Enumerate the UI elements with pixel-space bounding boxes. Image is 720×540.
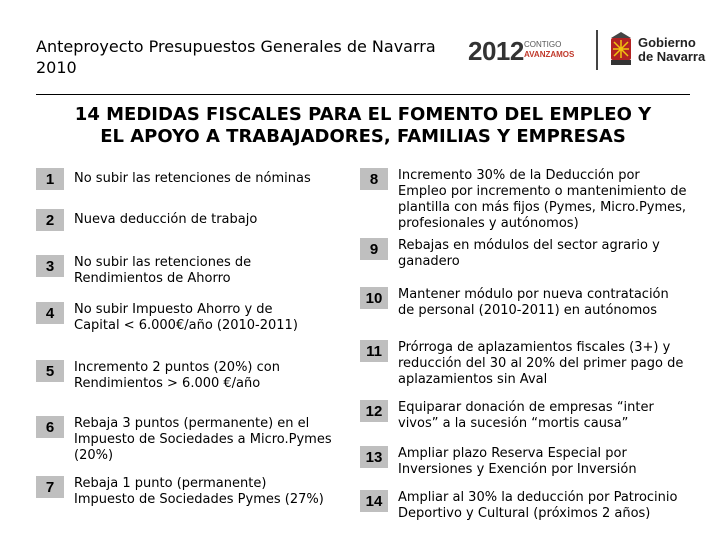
measure-item-7 bbox=[36, 476, 324, 508]
measure-item-12 bbox=[360, 400, 654, 432]
measure-number: 5 bbox=[36, 360, 64, 382]
measure-item-10 bbox=[360, 287, 669, 319]
measure-item-11 bbox=[360, 340, 683, 388]
measure-number: 14 bbox=[360, 490, 388, 512]
measure-text: No subir las retenciones de Rendimientos de Ahorro bbox=[74, 255, 252, 286]
measure-number: 11 bbox=[360, 340, 388, 362]
measure-number: 10 bbox=[360, 287, 388, 309]
measure-text: Mantener módulo por nueva contratación de personal (2010-2011) en autónomos bbox=[398, 287, 669, 318]
measure-text: Nueva deducción de trabajo bbox=[74, 212, 258, 227]
measure-number: 4 bbox=[36, 302, 64, 324]
measure-text: Ampliar plazo Reserva Especial por Inversiones y Exención por Inversión bbox=[398, 446, 637, 477]
measure-item-1 bbox=[36, 168, 311, 190]
measure-number: 2 bbox=[36, 209, 64, 231]
measure-item-2 bbox=[36, 209, 257, 231]
measure-text: Ampliar al 30% la deducción por Patrocinio Deportivo y Cultural (próximos 2 años) bbox=[398, 490, 678, 521]
measure-item-5 bbox=[36, 360, 280, 392]
measure-item-3 bbox=[36, 255, 251, 287]
measure-text: Rebaja 1 punto (permanente) Impuesto de Sociedades Pymes (27%) bbox=[74, 476, 324, 507]
document-header bbox=[36, 36, 436, 78]
logo-2012: 2012 bbox=[468, 36, 524, 66]
measure-text: Incremento 30% de la Deducción por Empleo por incremento o mantenimiento de plantilla con más fijos (Pymes, Micro.Pymes, profesionales y autónomos) bbox=[398, 168, 687, 231]
measure-number: 13 bbox=[360, 446, 388, 468]
measure-number: 8 bbox=[360, 168, 388, 190]
header-title-line1: Anteproyecto Presupuestos Generales de Navarra bbox=[36, 37, 436, 56]
page-title: 14 MEDIDAS FISCALES PARA EL FOMENTO DEL EMPLEO Y EL APOYO A TRABAJADORES, FAMILIAS Y EMPRESAS bbox=[74, 104, 652, 147]
measure-text: Equiparar donación de empresas “inter vivos” a la sucesión “mortis causa” bbox=[398, 400, 654, 431]
measure-number: 3 bbox=[36, 255, 64, 277]
measure-number: 7 bbox=[36, 476, 64, 498]
measure-item-6 bbox=[36, 416, 332, 464]
logo-divider bbox=[596, 30, 598, 70]
measure-text: Incremento 2 puntos (20%) con Rendimientos > 6.000 €/año bbox=[74, 360, 280, 391]
measure-item-8 bbox=[360, 168, 687, 232]
measure-item-4 bbox=[36, 302, 298, 334]
measure-number: 12 bbox=[360, 400, 388, 422]
logo-area bbox=[466, 26, 706, 76]
measure-number: 1 bbox=[36, 168, 64, 190]
header-divider bbox=[36, 94, 690, 95]
header-title-line2: 2010 bbox=[36, 58, 77, 77]
measure-number: 9 bbox=[360, 238, 388, 260]
navarra-shield-icon bbox=[608, 30, 634, 68]
gobierno-navarra-logo-text: Gobierno de Navarra bbox=[638, 35, 706, 64]
measure-item-14 bbox=[360, 490, 677, 522]
measure-text: Rebajas en módulos del sector agrario y ganadero bbox=[398, 238, 660, 269]
measure-text: Rebaja 3 puntos (permanente) en el Impuesto de Sociedades a Micro.Pymes (20%) bbox=[74, 416, 332, 463]
measure-item-13 bbox=[360, 446, 637, 478]
measure-text: No subir las retenciones de nóminas bbox=[74, 171, 311, 186]
logo-slogan: CONTIGO AVANZAMOS bbox=[524, 40, 575, 59]
measure-text: No subir Impuesto Ahorro y de Capital < 6.000€/año (2010-2011) bbox=[74, 302, 298, 333]
measure-text: Prórroga de aplazamientos fiscales (3+) y reducción del 30 al 20% del primer pago de aplazamientos sin Aval bbox=[398, 340, 684, 387]
measure-number: 6 bbox=[36, 416, 64, 438]
measure-item-9 bbox=[360, 238, 660, 270]
